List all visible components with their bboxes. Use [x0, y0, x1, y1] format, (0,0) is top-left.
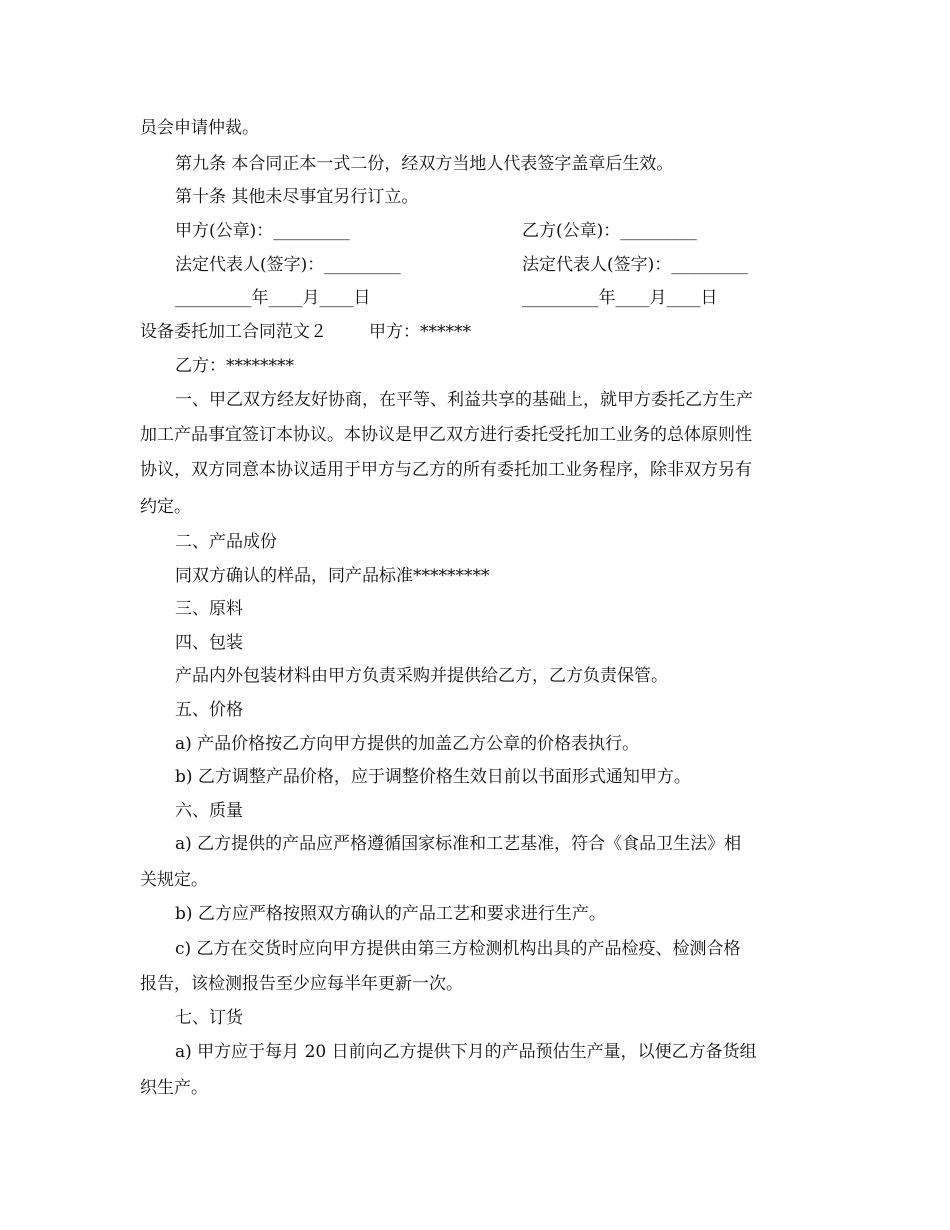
- body-line: b) 乙方调整产品价格，应于调整价格生效日前以书面形式通知甲方。: [175, 767, 691, 787]
- section-heading-6: 六、质量: [175, 801, 243, 821]
- text-line: 员会申请仲裁。: [140, 118, 259, 138]
- body-line: 同双方确认的样品，同产品标准*********: [175, 566, 490, 586]
- body-line: 织生产。: [140, 1078, 208, 1098]
- clause-1-line-4: 约定。: [140, 497, 191, 517]
- sample-2-heading: [140, 315, 471, 349]
- party-a-date: _________年____月____日: [175, 288, 371, 308]
- section-heading-7: 七、订货: [175, 1008, 243, 1028]
- party-a-representative: 法定代表人(签字)：_________: [175, 255, 401, 275]
- body-line: a) 产品价格按乙方向甲方提供的加盖乙方公章的价格表执行。: [175, 734, 640, 754]
- sample-2-party-b: 乙方：********: [175, 356, 294, 376]
- party-a-seal: 甲方(公章)：_________: [175, 221, 350, 241]
- article-10: 第十条 其他未尽事宜另行订立。: [175, 187, 419, 207]
- clause-1-line-1: 一、甲乙双方经友好协商，在平等、利益共享的基础上，就甲方委托乙方生产: [175, 390, 753, 410]
- body-line: b) 乙方应严格按照双方确认的产品工艺和要求进行生产。: [175, 904, 606, 924]
- body-line: 关规定。: [140, 870, 208, 890]
- sample-2-party-a: 甲方：******: [369, 322, 471, 342]
- clause-1-line-3: 协议，双方同意本协议适用于甲方与乙方的所有委托加工业务程序，除非双方另有: [140, 460, 752, 480]
- party-b-seal: 乙方(公章)：_________: [522, 221, 697, 241]
- body-line: 报告，该检测报告至少应每半年更新一次。: [140, 974, 463, 994]
- section-heading-2: 二、产品成份: [175, 532, 277, 552]
- sample-2-title: 设备委托加工合同范文２: [140, 322, 327, 342]
- body-line: a) 甲方应于每月 20 日前向乙方提供下月的产品预估生产量，以便乙方备货组: [175, 1042, 757, 1062]
- section-heading-4: 四、包装: [175, 633, 243, 653]
- body-line: 产品内外包装材料由甲方负责采购并提供给乙方，乙方负责保管。: [175, 666, 668, 686]
- body-line: c) 乙方在交货时应向甲方提供由第三方检测机构出具的产品检疫、检测合格: [175, 939, 741, 959]
- article-9: 第九条 本合同正本一式二份，经双方当地人代表签字盖章后生效。: [175, 154, 674, 174]
- section-heading-3: 三、原料: [175, 599, 243, 619]
- section-heading-5: 五、价格: [175, 700, 243, 720]
- body-line: a) 乙方提供的产品应严格遵循国家标准和工艺基准，符合《食品卫生法》相: [175, 834, 742, 854]
- clause-1-line-2: 加工产品事宜签订本协议。本协议是甲乙双方进行委托受托加工业务的总体原则性: [140, 425, 752, 445]
- party-b-representative: 法定代表人(签字)：_________: [522, 255, 748, 275]
- party-b-date: _________年____月____日: [522, 288, 718, 308]
